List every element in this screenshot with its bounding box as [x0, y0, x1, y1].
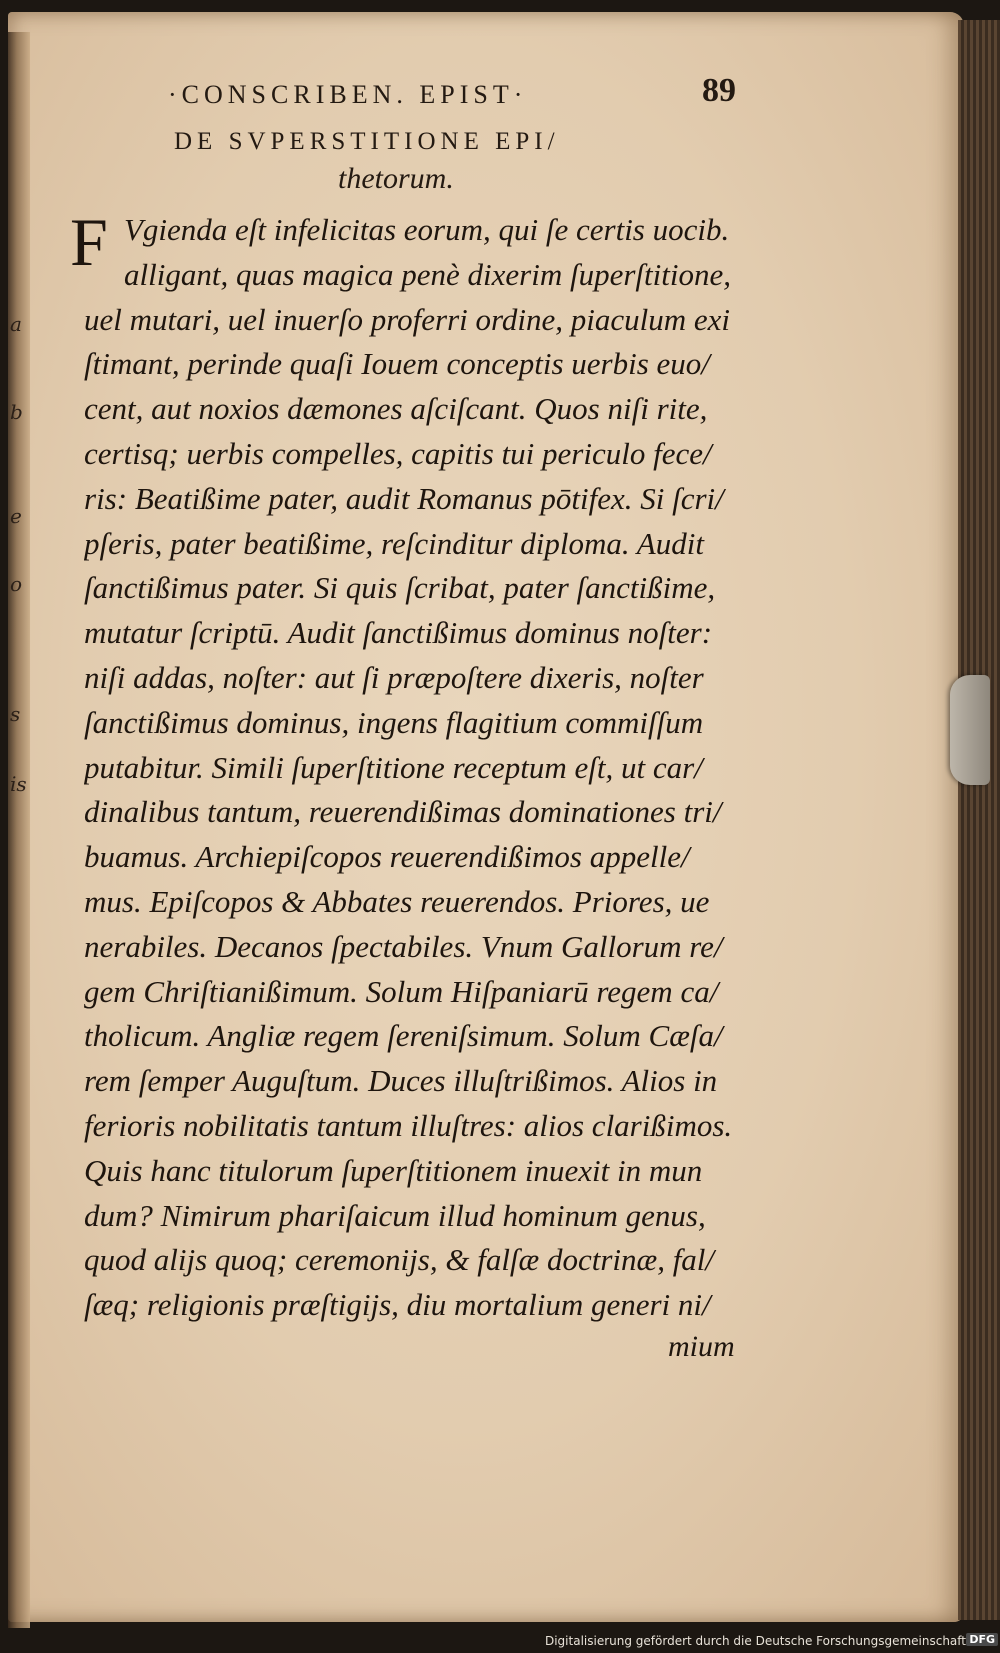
text-line: dinalibus tantum, reuerendißimas dominationes tri/ [84, 794, 722, 830]
text-line: ſæq; religionis præſtigijs, diu mortalium generi ni/ [84, 1287, 711, 1323]
text-line: tholicum. Angliæ regem ſereniſsimum. Solum Cæſa/ [84, 1018, 723, 1054]
text-line: ris: Beatißime pater, audit Romanus pōtifex. Si ſcri/ [84, 480, 724, 516]
text-line: certisq; uerbis compelles, capitis tui periculo fece/ [84, 436, 712, 471]
text-line: mutatur ſcriptū. Audit ſanctißimus dominus noſter: [84, 615, 713, 651]
page-edges [958, 20, 1000, 1620]
text-line: Vgienda eſt infelicitas eorum, qui ſe certis uocib. [124, 212, 730, 247]
catchword: mium [668, 1330, 735, 1363]
text-line: alligant, quas magica penè dixerim ſuperſtitione, [124, 256, 731, 292]
section-subtitle: thetorum. [338, 162, 454, 195]
text-line: rem ſemper Auguſtum. Duces illuſtrißimos. Alios in [84, 1063, 718, 1099]
margin-fragment: a [10, 312, 22, 336]
text-line: buamus. Archiepiſcopos reuerendißimos appelle/ [84, 839, 690, 875]
text-line: quod alijs quoq; ceremonijs, & falſæ doctrinæ, fal/ [84, 1242, 715, 1278]
binding-gutter [8, 32, 30, 1632]
text-line: gem Chriſtianißimum. Solum Hiſpaniarū regem ca/ [84, 973, 719, 1009]
margin-fragment: e [10, 504, 22, 528]
digitization-credit: Digitalisierung gefördert durch die Deutsche Forschungsgemeinschaft [544, 1634, 966, 1648]
text-line: ferioris nobilitatis tantum illuſtres: alios clarißimos. [84, 1108, 733, 1143]
running-head: ·CONSCRIBEN. EPIST· [168, 80, 528, 109]
margin-fragment: o [10, 572, 23, 596]
dfg-logo: DFG [966, 1633, 998, 1646]
text-line: mus. Epiſcopos & Abbates reuerendos. Priores, ue [84, 884, 710, 919]
margin-fragment: s [10, 702, 21, 726]
bookmark-tab [950, 675, 990, 785]
text-line: Quis hanc titulorum ſuperſtitionem inuexit in mun [84, 1152, 703, 1188]
book-page [8, 12, 964, 1622]
text-line: uel mutari, uel inuerſo proferri ordine, piaculum exi [84, 301, 731, 337]
text-line: dum? Nimirum phariſaicum illud hominum genus, [84, 1197, 706, 1233]
text-line: ſtimant, perinde quaſi Iouem conceptis uerbis euo/ [84, 346, 710, 382]
margin-fragment: is [10, 772, 27, 796]
text-line: putabitur. Simili ſuperſtitione receptum eſt, ut car/ [84, 749, 703, 785]
section-title: DE SVPERSTITIONE EPI/ [174, 128, 560, 155]
text-line: ſanctißimus pater. Si quis ſcribat, pater ſanctißime, [84, 570, 716, 606]
text-line: nerabiles. Decanos ſpectabiles. Vnum Gallorum re/ [84, 928, 723, 964]
margin-fragment: b [10, 400, 23, 424]
text-line: niſi addas, noſter: aut ſi præpoſtere dixeris, noſter [84, 660, 704, 695]
drop-capital: F [70, 204, 108, 280]
text-line: pſeris, pater beatißime, reſcinditur diploma. Audit [84, 525, 704, 561]
text-line: ſanctißimus dominus, ingens flagitium commiſſum [84, 704, 704, 740]
text-line: cent, aut noxios dæmones aſciſcant. Quos niſi rite, [84, 391, 708, 427]
page-number: 89 [702, 72, 736, 109]
